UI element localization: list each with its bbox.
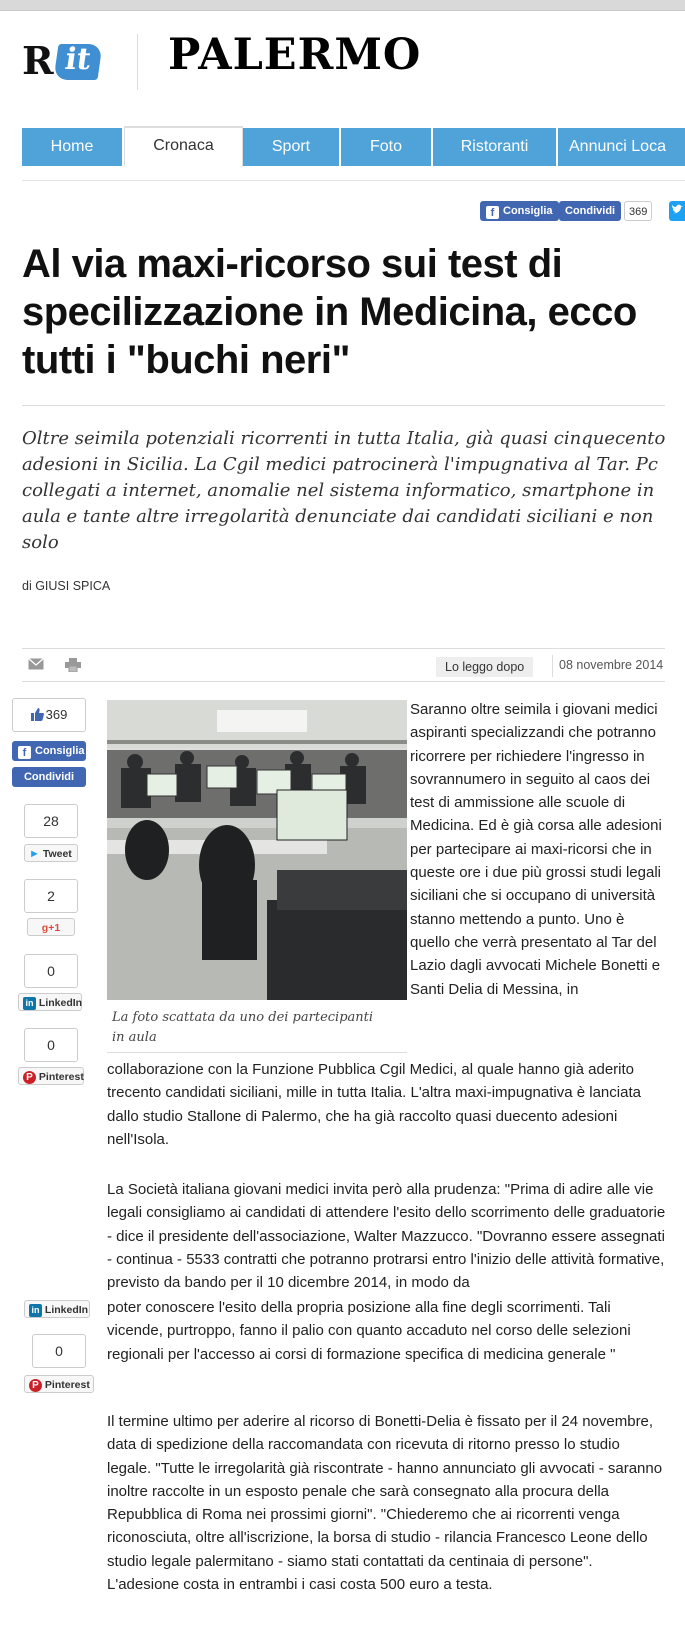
twitter-button-partial[interactable]: [669, 201, 685, 221]
facebook-like-button-top[interactable]: f Consiglia: [480, 201, 559, 221]
pinterest-count-repeat: 0: [32, 1334, 86, 1368]
pinterest-icon: P: [23, 1071, 36, 1084]
article-paragraph-3-continued: poter conoscere l'esito della propria posizione alla fine degli scorrimenti. Tali vicende, purtroppo, fanno il palio con quanto accaduto nel corso delle selezioni regionali per l'accesso ai corsi di formazione specifica di medicina generale ": [107, 1299, 631, 1363]
byline: di GIUSI SPICA: [22, 579, 111, 593]
thumbs-up-icon: [31, 701, 44, 733]
pinterest-count: 0: [24, 1028, 78, 1062]
article-summary: Oltre seimila potenziali ricorrenti in tutta Italia, già quasi cinquecento adesioni in Sicilia. La Cgil medici patrocinerà l'impugnativa al Tar. Pc collegati a internet, anomalie nel sistema informatico, smartphone in aula e tante altre irregolarità denunciate dai candidati siciliani e non solo: [22, 428, 666, 553]
article-paragraph-2: collaborazione con la Funzione Pubblica Cgil Medici, al quale hanno già aderito trecento candidati siciliani, mille in tutta Italia. L'altra maxi-impugnativa è lanciata dallo studio Stallone di Palermo, che ha già raccolto quasi duecento adesioni nell'Isola.: [107, 1061, 641, 1148]
tab-foto[interactable]: Foto: [341, 128, 433, 166]
publish-date: 08 novembre 2014: [559, 658, 664, 672]
article-paragraph-3: La Società italiana giovani medici invita però alla prudenza: "Prima di adire alle vie legali consigliamo ai candidati di attendere l'esito dello scorrimento delle graduatorie - dice il presidente dell'associazione, Walter Mazzucco. "Dovranno essere assegnati - continua - 5533 contratti che potranno protrarsi entro l'inizio delle attività formative, previsto da bando per il 10 dicembre 2014, in modo da: [107, 1181, 666, 1292]
like-count-box[interactable]: 369: [12, 698, 86, 732]
pinterest-button[interactable]: P Pinterest: [18, 1067, 84, 1085]
linkedin-count: 0: [24, 954, 78, 988]
tab-cronaca[interactable]: Cronaca: [124, 126, 243, 166]
tab-ristoranti[interactable]: Ristoranti: [433, 128, 558, 166]
facebook-share-button[interactable]: Condividi: [12, 767, 86, 787]
article-paragraph-1: Saranno oltre seimila i giovani medici aspiranti specializzandi che potranno ricorrere per richiedere l'ingresso in sovrannumero in seguito al caos dei test di ammissione alle scuole di Medicina. Ed è già corsa alle adesioni per partecipare ai maxi-ricorsi che in queste ore i due più grossi studi legali siciliani che si occupano di università stanno mettendo a punto. Uno è quello che verrà presentato al Tar del Lazio dagli avvocati Michele Bonetti e Santi Delia di Messina, in: [410, 701, 662, 998]
twitter-bird-icon: ►: [29, 848, 40, 860]
print-icon[interactable]: [65, 658, 83, 672]
linkedin-button-repeat[interactable]: in LinkedIn: [24, 1300, 90, 1318]
nav-divider: [22, 180, 685, 181]
logo-letter-r: R: [22, 38, 52, 83]
article-photo[interactable]: [107, 700, 407, 1000]
article-toolbar: [22, 648, 665, 682]
tweet-count: 28: [24, 804, 78, 838]
tab-sport[interactable]: Sport: [243, 128, 341, 166]
facebook-share-button-top[interactable]: Condividi: [559, 201, 621, 221]
share-count-top: 369: [624, 201, 652, 221]
article-paragraph-4: Il termine ultimo per aderire al ricorso di Bonetti-Delia è fissato per il 24 novembre, data di spedizione della raccomandata con ricevuta di ritorno presso lo studio legale. "Tutte le irregolarità già riscontrate - hanno annunciato gli avvocati - saranno inoltre raccolte in un esposto penale che sarà consegnato alla procura della Repubblica di Roma nei prossimi giorni". "Chiederemo che ai ricorrenti venga riconosciuta, oltre all'iscrizione, la borsa di studio - rilancia Francesco Leone dello studio legale palermitano - siamo stati contattati da centinaia di persone". L'adesione costa in entrambi i casi costa 500 euro a testa.: [107, 1413, 663, 1594]
gplus-button[interactable]: g+1: [27, 918, 75, 936]
twitter-bird-icon: [669, 201, 685, 221]
exam-room-photo: [107, 700, 407, 1000]
logo-it-badge: it: [53, 44, 102, 80]
linkedin-icon: in: [23, 997, 36, 1010]
main-nav: [22, 128, 685, 166]
gplus-count: 2: [24, 879, 78, 913]
city-title[interactable]: PALERMO: [168, 30, 422, 80]
read-later-button[interactable]: Lo leggo dopo: [436, 657, 533, 677]
tab-annunci-locali[interactable]: Annunci Loca: [558, 128, 685, 166]
caption-divider: [107, 1052, 407, 1053]
email-icon[interactable]: [28, 658, 46, 672]
pinterest-icon: P: [29, 1379, 42, 1392]
toolbar-divider: [552, 655, 553, 677]
pinterest-button-repeat[interactable]: P Pinterest: [24, 1375, 94, 1393]
gplus-icon: g: [41, 922, 49, 934]
title-divider: [22, 405, 665, 406]
facebook-like-button[interactable]: f Consiglia: [12, 741, 86, 761]
tab-home[interactable]: Home: [22, 128, 124, 166]
tweet-button[interactable]: ► Tweet: [24, 844, 78, 862]
article-title: Al via maxi-ricorso sui test di specilizzazione in Medicina, ecco tutti i "buchi neri": [22, 242, 637, 382]
photo-caption: La foto scattata da uno dei partecipanti in aula: [112, 1010, 374, 1045]
linkedin-icon: in: [29, 1304, 42, 1317]
header-divider: [137, 34, 138, 90]
linkedin-button[interactable]: in LinkedIn: [18, 993, 82, 1011]
facebook-icon: f: [486, 206, 499, 219]
browser-top-strip: [0, 0, 685, 11]
facebook-icon: f: [18, 746, 31, 759]
repubblica-logo[interactable]: [22, 34, 106, 86]
